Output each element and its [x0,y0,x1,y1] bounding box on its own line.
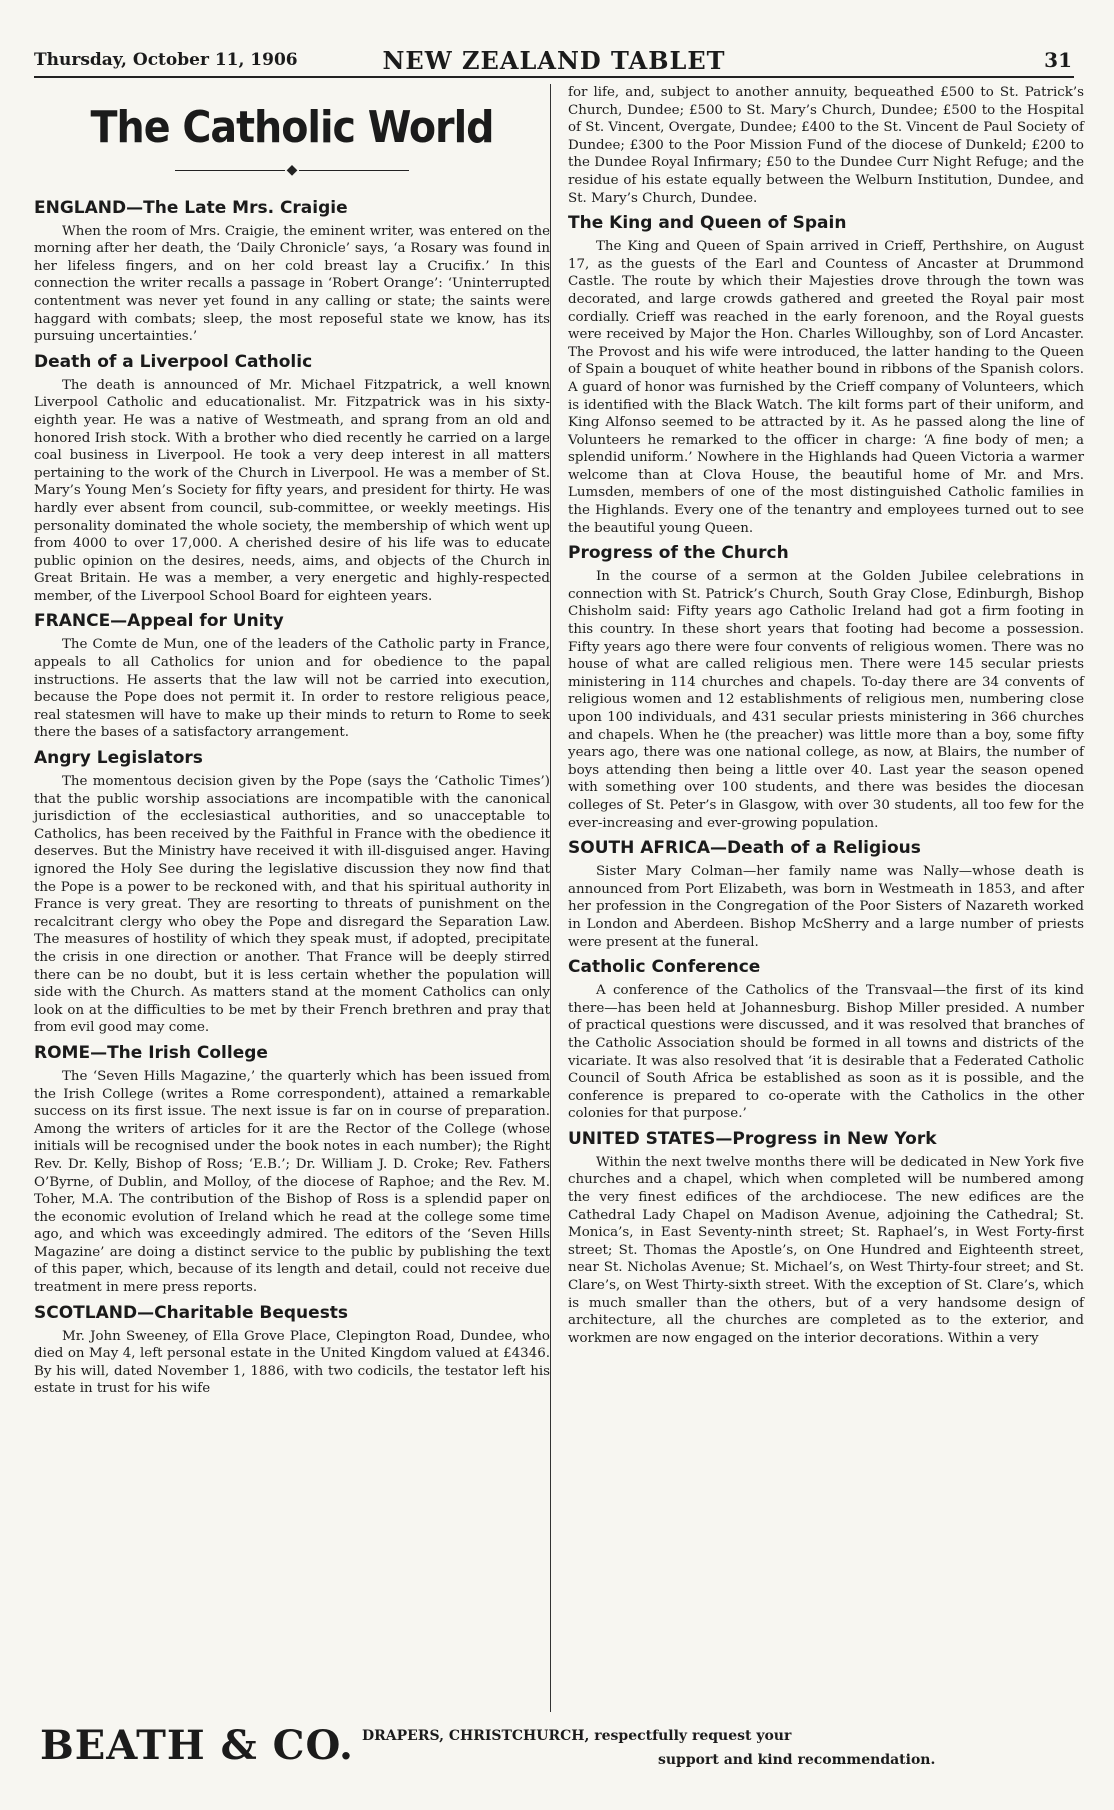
column-divider [550,84,551,1712]
article-heading: Angry Legislators [34,748,203,769]
article-heading: ENGLAND—The Late Mrs. Craigie [34,197,348,218]
article-body: The Comte de Mun, one of the leaders of the Catholic party in France, appeals to all Catholics for union and for obedience to the papal instructions. He asserts that the law will not be carried into execution, because the Pope does not permit it. In order to restore religious peace, real statesmen will have to make up their minds to return to Rome to seek there the bases of a satisfactory arrangement. [34,637,550,741]
article-body: for life, and, subject to another annuity, bequeathed £500 to St. Patrick’s Church, Dundee; £500 to St. Mary’s Church, Dundee; £500 to the Hospital of St. Vincent, Overgate, Dundee; £400 to the St. Vincent de Paul Society of Dundee; £300 to the Poor Mission Fund of the diocese of Dunkeld; £200 to the Dundee Royal Infirmary; £50 to the Dundee Curr Night Refuge; and the residue of his estate equally between the Welburn Institution, Dundee, and St. Mary’s Church, Dundee. [568,85,1084,206]
article-body: The King and Queen of Spain arrived in Crieff, Perthshire, on August 17, as the guests of the Earl and Countess of Ancaster at Drummond Castle. The route by which their Majesties drove through the town was decorated, and large crowds gathered and greeted the Royal pair most cordially. Crieff was reached in the early forenoon, and the Royal guests were received by Major the Hon. Charles Willoughby, son of Lord Ancaster. The Provost and his wife were introduced, the latter handing to the Queen of Spain a bouquet of white heather bound in ribbons of the Spanish colors. A guard of honor was furnished by the Crieff company of Volunteers, which is identified with the Black Watch. The kilt forms part of their uniform, and King Alfonso seemed to be attracted by it. As he passed along the line of Volunteers he remarked to the officer in charge: ‘A fine body of men; a splendid uniform.’ Nowhere in the Highlands had Queen Victoria a warmer welcome than at Clova House, the beautiful home of Mr. and Mrs. Lumsden, members of one of the most distinguished Catholic families in the Highlands. Every one of the tenantry and employees turned out to see the beautiful young Queen. [568,239,1084,536]
section-title: The Catholic World [90,102,494,153]
article-scotland [34,1303,550,1398]
advertisement-line-1: DRAPERS, CHRISTCHURCH, respectfully request your [362,1728,792,1744]
article-heading: ROME—The Irish College [34,1042,268,1063]
newspaper-name: NEW ZEALAND TABLET [382,46,726,75]
title-ornament [34,162,550,180]
article-heading: The King and Queen of Spain [568,213,847,234]
article-body: The death is announced of Mr. Michael Fitzpatrick, a well known Liverpool Catholic and educationalist. Mr. Fitzpatrick was in his sixty-eighth year. He was a native of Westmeath, and sprang from an old and honored Irish stock. With a brother who died recently he carried on a large coal business in Liverpool. He took a very deep interest in all matters pertaining to the work of the Church in Liverpool. He was a member of St. Mary’s Young Men’s Society for fifty years, and president for thirty. He was hardly ever absent from council, sub-committee, or weekly meetings. His personality dominated the whole society, the membership of which went up from 4000 to over 17,000. A cherished desire of his life was to educate public opinion on the desires, needs, aims, and objects of the Church in Great Britain. He was a member, a very energetic and highly-respected member, of the Liverpool School Board for eighteen years. [34,377,550,604]
article-body: When the room of Mrs. Craigie, the eminent writer, was entered on the morning after her death, the ‘Daily Chronicle’ says, ‘a Rosary was found in her lifeless fingers, and on her cold breast lay a Crucifix.’ In this connection the writer recalls a passage in ‘Robert Orange’: ‘Uninterrupted contentment was never yet found in any calling or state; the saints were haggard with combats; sleep, the most reposeful state we know, has its pursuing uncertainties.’ [34,223,550,345]
article-spain [568,213,1084,537]
advertisement-footer [40,1722,1080,1782]
article-body: In the course of a sermon at the Golden Jubilee celebrations in connection with St. Patrick’s Church, South Gray Close, Edinburgh, Bishop Chisholm said: Fifty years ago Catholic Ireland had got a firm footing in this country. In these short years that footing had become a possession. Fifty years ago there were four convents of religious women. There was no house of what are called religious men. There were 145 secular priests ministering in 114 churches and chapels. To-day there are 34 convents of religious women and 12 establishments of religious men, numbering close upon 100 individuals, and 431 secular priests ministering in 366 churches and chapels. When he (the preacher) was little more than a boy, some fifty years ago, there was one national college, as now, at Blairs, the number of boys attending then being a little over 40. Last year the season opened with something over 100 students, and there was besides the diocesan colleges of St. Peter’s in Glasgow, with over 30 students, all too few for the ever-increasing and ever-growing population. [568,569,1084,831]
left-column [34,84,550,1400]
article-heading: Progress of the Church [568,543,789,564]
article-heading: Death of a Liverpool Catholic [34,351,313,372]
article-south-africa [568,838,1084,951]
article-scotland-continued [568,84,1084,207]
right-column [568,84,1084,1349]
advertisement-line-2: support and kind recommendation. [658,1752,936,1768]
article-heading: SCOTLAND—Charitable Bequests [34,1302,349,1323]
article-heading: UNITED STATES—Progress in New York [568,1128,937,1149]
article-body: Mr. John Sweeney, of Ella Grove Place, Clepington Road, Dundee, who died on May 4, left personal estate in the United Kingdom valued at £4346. By his will, dated November 1, 1886, with two codicils, the testator left his estate in trust for his wife [34,1328,550,1397]
issue-date: Thursday, October 11, 1906 [34,50,298,70]
article-heading: Catholic Conference [568,957,761,978]
article-catholic-conference [568,957,1084,1123]
masthead [34,46,1074,78]
article-body: The momentous decision given by the Pope (says the ‘Catholic Times’) that the public worship associations are incompatible with the canonical jurisdiction of the ecclesiastical authorities, and so unacceptable to Catholics, has been received by the Faithful in France with the obedience it deserves. But the Ministry have received it with ill-disguised anger. Having ignored the Holy See during the legislative discussion they now find that the Pope is a power to be reckoned with, and that his spiritual authority in France is very great. They are resorting to threats of punishment on the recalcitrant clergy who obey the Pope and disregard the Separation Law. The measures of hostility of which they speak must, if adopted, precipitate the crisis in one direction or another. That France will be deeply stirred there can be no doubt, but it is less certain whether the population will side with the Church. As matters stand at the moment Catholics can only look on at the difficulties to be met by their French brethren and pray that from evil good may come. [34,774,550,1036]
diamond-icon: ◆ [286,162,298,178]
article-heading: FRANCE—Appeal for Unity [34,611,284,632]
article-body: Sister Mary Colman—her family name was Nally—whose death is announced from Port Elizabeth, was born in Westmeath in 1853, and after her profession in the Congregation of the Poor Sisters of Nazareth worked in London and Aberdeen. Bishop McSherry and a large number of priests were present at the funeral. [568,864,1084,950]
page-number: 31 [1044,48,1072,72]
article-france [34,611,550,742]
advertiser-name: BEATH & CO. [40,1722,354,1769]
article-body: The ‘Seven Hills Magazine,’ the quarterly which has been issued from the Irish College (writes a Rome correspondent), attained a remarkable success on its first issue. The next issue is far on in course of preparation. Among the writers of articles for it are the Rector of the College (whose initials will be recognised under the book notes in each number); the Right Rev. Dr. Kelly, Bishop of Ross; ‘E.B.’; Dr. William J. D. Croke; Rev. Fathers O’Byrne, of Dublin, and Molloy, of the diocese of Raphoe; and the Rev. M. Toher, M.A. The contribution of the Bishop of Ross is a splendid paper on the economic evolution of Ireland which he read at the college some time ago, and which was exceedingly admired. The editors of the ‘Seven Hills Magazine’ are doing a distinct service to the public by publishing the text of this paper, which, because of its length and detail, could not receive due treatment in mere press reports. [34,1068,550,1296]
article-progress-church [568,543,1084,832]
article-heading: SOUTH AFRICA—Death of a Religious [568,838,921,859]
article-united-states [568,1129,1084,1348]
article-body: A conference of the Catholics of the Transvaal—the first of its kind there—has been held at Johannesburg. Bishop Miller presided. A number of practical questions were discussed, and it was resolved that branches of the Catholic Association should be formed in all towns and districts of the vicariate. It was also resolved that ‘it is desirable that a Federated Catholic Council of South Africa be established as soon as it is possible, and the conference is prepared to co-operate with the Catholics in the other colonies for that purpose.’ [568,983,1084,1122]
article-england [34,198,550,346]
article-angry-legislators [34,748,550,1037]
article-liverpool [34,352,550,606]
article-rome [34,1043,550,1297]
article-body: Within the next twelve months there will be dedicated in New York five churches and a chapel, which when completed will be numbered among the very finest edifices of the archdiocese. The new edifices are the Cathedral Lady Chapel on Madison Avenue, adjoining the Cathedral; St. Monica’s, in East Seventy-ninth street; St. Raphael’s, in West Forty-first street; St. Thomas the Apostle’s, on One Hundred and Eighteenth street, near St. Nicholas Avenue; St. Michael’s, on West Thirty-four street; and St. Clare’s, on West Thirty-sixth street. With the exception of St. Clare’s, which is much smaller than the others, but of a very handsome design of architecture, all the churches are completed as to the exterior, and workmen are now engaged on the interior decorations. Within a very [568,1154,1084,1346]
